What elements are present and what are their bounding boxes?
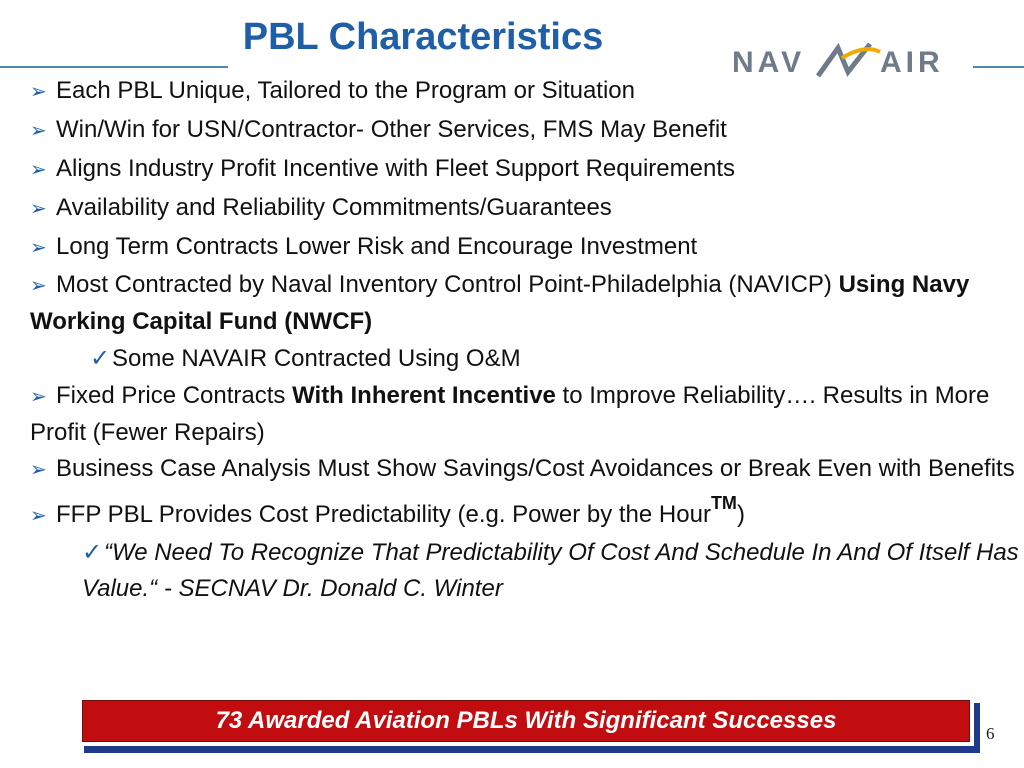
- bullet-item: ➢ Most Contracted by Naval Inventory Control Point-Philadelphia (NAVICP) Using Navy Working Capital Fund (NWCF): [30, 267, 1020, 340]
- bullet-item: ➢ FFP PBL Provides Cost Predictability (e.g. Power by the Hour™): [30, 488, 1020, 535]
- arrow-bullet-icon: ➢: [30, 505, 47, 527]
- bullet-item: ➢ Long Term Contracts Lower Risk and Encourage Investment: [30, 228, 1020, 267]
- slide-title: PBL Characteristics: [242, 16, 604, 58]
- arrow-bullet-icon: ➢: [30, 386, 47, 408]
- bullet-item: ➢ Business Case Analysis Must Show Savings/Cost Avoidances or Break Even with Benefits: [30, 451, 1020, 488]
- bullet-item: ➢ Fixed Price Contracts With Inherent Incentive to Improve Reliability…. Results in More Profit (Fewer Repairs): [30, 378, 1020, 451]
- checkmark-icon: ✓: [90, 345, 111, 372]
- page-number: 6: [986, 724, 995, 743]
- bullet-item: ➢ Availability and Reliability Commitments/Guarantees: [30, 189, 1020, 228]
- sub-bullet-item: ✓Some NAVAIR Contracted Using O&M: [30, 340, 1020, 378]
- bullet-item: ➢ Win/Win for USN/Contractor- Other Services, FMS May Benefit: [30, 111, 1020, 150]
- header-rule-right: [973, 66, 1024, 68]
- logo-text-left: NAV: [732, 46, 806, 79]
- arrow-bullet-icon: ➢: [30, 198, 47, 220]
- bullet-item: ➢ Aligns Industry Profit Incentive with Fleet Support Requirements: [30, 150, 1020, 189]
- quote-item: ✓“We Need To Recognize That Predictability Of Cost And Schedule In And Of Itself Has Value.“ - SECNAV Dr. Donald C. Winter: [30, 535, 1020, 607]
- arrow-bullet-icon: ➢: [30, 275, 47, 297]
- logo-text-right: AIR: [880, 46, 944, 79]
- arrow-bullet-icon: ➢: [30, 81, 47, 103]
- header-rule-left: [0, 66, 228, 68]
- banner-text: 73 Awarded Aviation PBLs With Significant Successes: [215, 707, 837, 734]
- arrow-bullet-icon: ➢: [30, 237, 47, 259]
- summary-banner: [78, 696, 974, 746]
- arrow-bullet-icon: ➢: [30, 459, 47, 481]
- bullet-item: ➢ Each PBL Unique, Tailored to the Program or Situation: [30, 72, 1020, 111]
- trademark-superscript: TM: [710, 493, 737, 513]
- arrow-bullet-icon: ➢: [30, 120, 47, 142]
- checkmark-icon: ✓: [82, 539, 103, 566]
- banner-panel: [82, 700, 970, 742]
- arrow-bullet-icon: ➢: [30, 159, 47, 181]
- bullet-list: [30, 72, 1020, 607]
